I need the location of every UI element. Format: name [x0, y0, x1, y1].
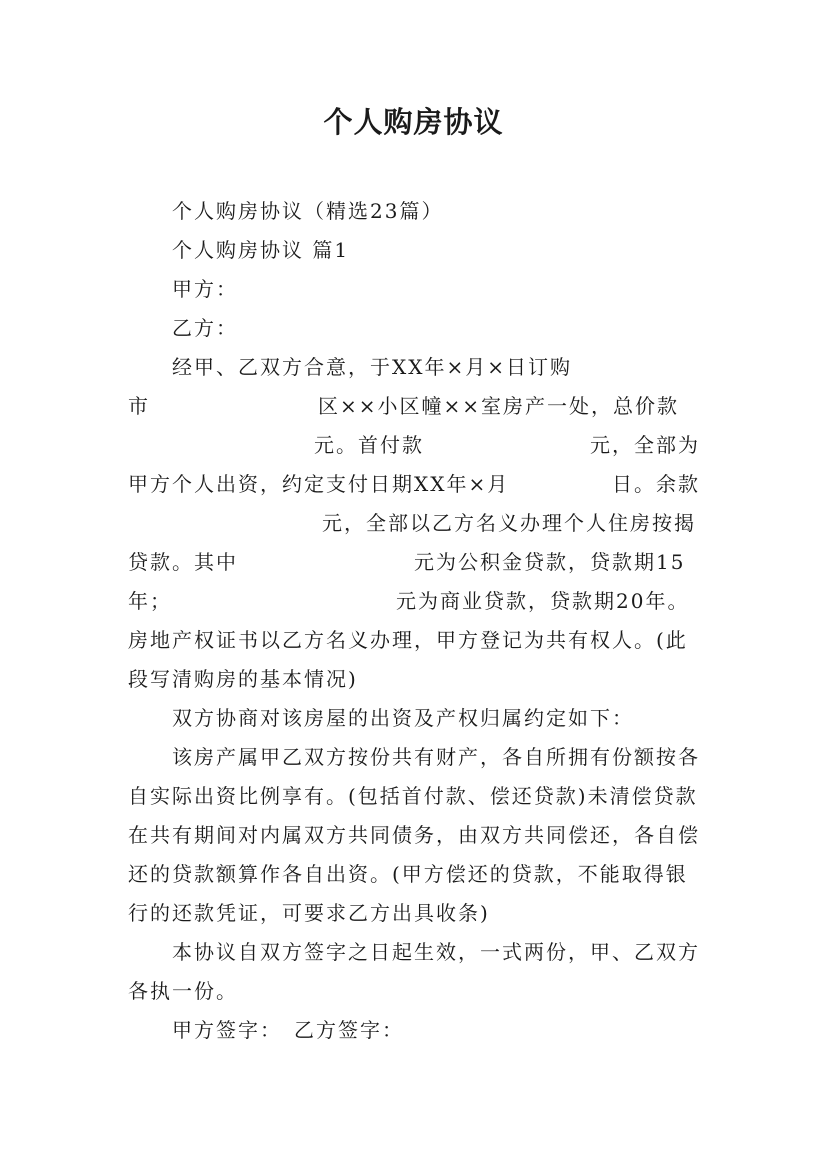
paragraph-line: 本协议自双方签字之日起生效，一式两份，甲、乙双方: [172, 940, 700, 964]
signature-line: 甲方签字： 乙方签字：: [172, 1018, 404, 1042]
party-a-line: 甲方：: [172, 277, 238, 301]
document-title: 个人购房协议: [323, 105, 504, 139]
text-segment: 贷款。其中: [128, 550, 238, 574]
text-segment: 年；: [128, 589, 172, 613]
paragraph-line: 行的还款凭证，可要求乙方出具收条): [128, 901, 490, 925]
text-segment: 元为公积金贷款，贷款期15: [414, 550, 686, 574]
text-segment: 区××小区幢××室房产一处，总价款: [318, 394, 680, 418]
paragraph-line: [128, 505, 702, 541]
party-b-line: 乙方：: [172, 316, 238, 340]
text-segment: 元。首付款: [314, 433, 424, 457]
subtitle-line: 个人购房协议（精选23篇）: [172, 199, 444, 223]
paragraph-line: 双方协商对该房屋的出资及产权归属约定如下：: [172, 706, 634, 730]
text-segment: 元，全部以乙方名义办理个人住房按揭: [322, 511, 696, 535]
paragraph-line: [128, 544, 702, 580]
text-segment: 日。余款: [612, 472, 700, 496]
paragraph-line: 该房产属甲乙双方按份共有财产，各自所拥有份额按各: [172, 745, 700, 769]
text-segment: 元，全部为: [590, 433, 700, 457]
paragraph-line: [128, 388, 702, 424]
paragraph-line: 还的贷款额算作各自出资。(甲方偿还的贷款，不能取得银: [128, 862, 688, 886]
paragraph-line: [128, 466, 702, 502]
paragraph-line: 经甲、乙双方合意，于XX年×月×日订购: [172, 355, 572, 379]
text-segment: 元为商业贷款，贷款期20年。: [396, 589, 690, 613]
paragraph-line: 段写清购房的基本情况): [128, 667, 358, 691]
section-heading: 个人购房协议 篇1: [172, 238, 350, 262]
paragraph-line: 各执一份。: [128, 979, 238, 1003]
paragraph-line: 自实际出资比例享有。(包括首付款、偿还贷款)未清偿贷款: [128, 784, 698, 808]
paragraph-line: 房地产权证书以乙方名义办理，甲方登记为共有权人。(此: [128, 628, 688, 652]
paragraph-line: [128, 583, 702, 619]
text-segment: 甲方个人出资，约定支付日期XX年×月: [128, 472, 510, 496]
text-segment: 市: [128, 394, 150, 418]
paragraph-line: 在共有期间对内属双方共同债务，由双方共同偿还，各自偿: [128, 823, 700, 847]
paragraph-line: [128, 427, 702, 463]
